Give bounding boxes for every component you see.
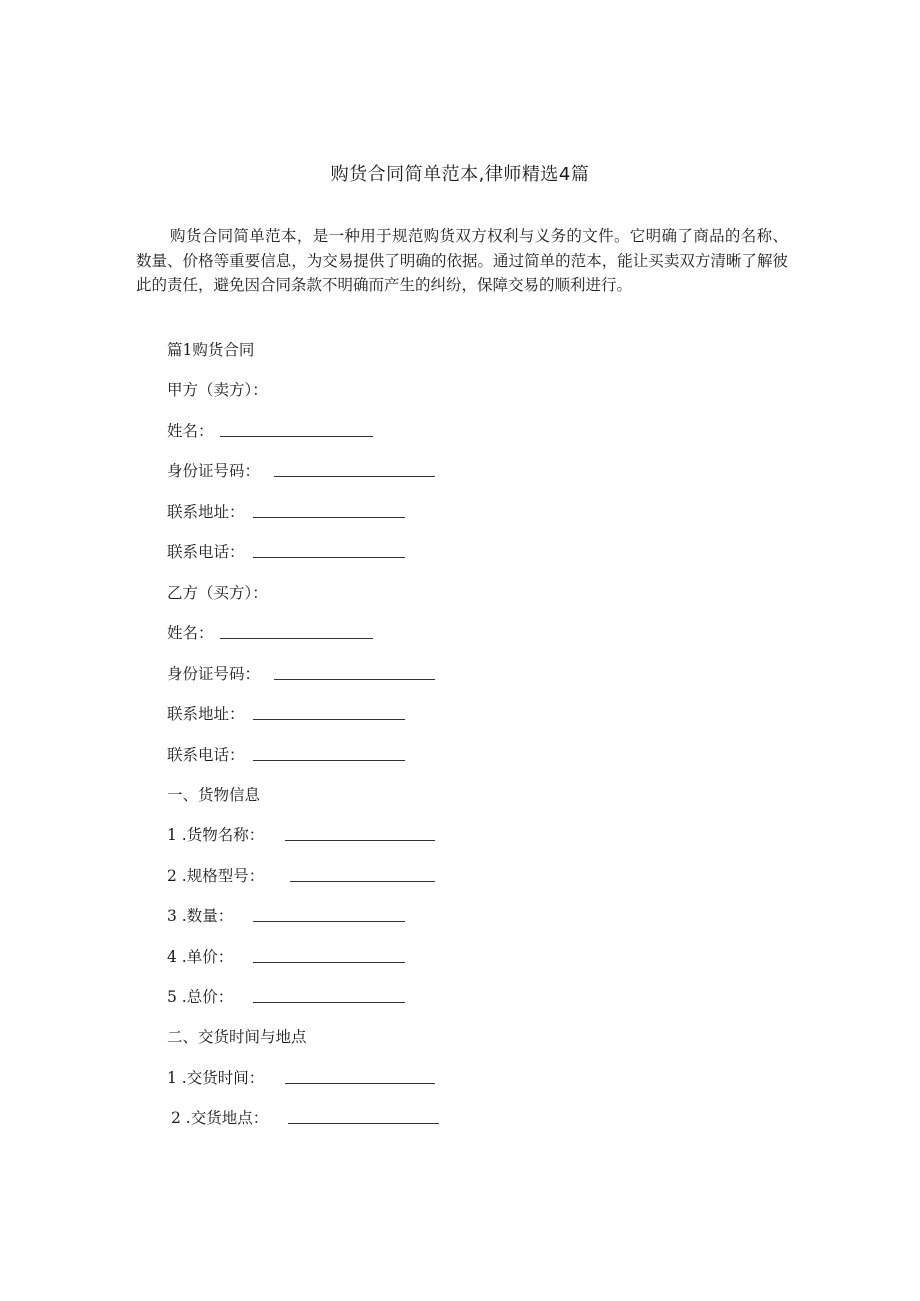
party-a-id-blank[interactable] [274, 476, 435, 477]
party-b-id-blank[interactable] [274, 679, 435, 680]
goods-item-total-blank[interactable] [253, 1002, 405, 1003]
party-a-heading: 甲方（卖方）： [167, 381, 268, 399]
party-b-heading: 乙方（买方）： [167, 584, 268, 602]
document-title: 购货合同简单范本,律师精选4篇 [330, 164, 590, 185]
party-a-name-label: 姓名： [167, 422, 214, 440]
goods-item-name-label: 1 .货物名称： [167, 826, 265, 844]
goods-item-total-label: 5 .总价： [167, 988, 234, 1006]
delivery-time-blank[interactable] [285, 1083, 435, 1084]
party-a-address-blank[interactable] [253, 517, 405, 518]
delivery-place-label: 2 .交货地点： [171, 1109, 269, 1127]
goods-item-name-blank[interactable] [285, 840, 435, 841]
party-a-id-label: 身份证号码： [167, 462, 261, 480]
party-a-phone-label: 联系电话： [167, 543, 245, 561]
delivery-place-blank[interactable] [288, 1123, 439, 1124]
party-b-id-label: 身份证号码： [167, 665, 261, 683]
intro-paragraph: 购货合同简单范本，是一种用于规范购货双方权利与义务的文件。它明确了商品的名称、数量、价格等重要信息，为交易提供了明确的依据。通过简单的范本，能让买卖双方清晰了解彼此的责任，避免因合同条款不明确而产生的纠纷，保障交易的顺利进行。 [136, 227, 788, 294]
goods-item-quantity-label: 3 .数量： [167, 907, 234, 925]
delivery-heading: 二、交货时间与地点 [167, 1028, 307, 1046]
party-b-name-label: 姓名： [167, 624, 214, 642]
goods-item-spec-blank[interactable] [290, 881, 435, 882]
party-b-address-label: 联系地址： [167, 705, 245, 723]
goods-item-unit-price-label: 4 .单价： [167, 948, 234, 966]
party-a-phone-blank[interactable] [253, 557, 405, 558]
party-b-name-blank[interactable] [220, 638, 373, 639]
party-a-address-label: 联系地址： [167, 503, 245, 521]
section-heading: 篇1购货合同 [167, 341, 255, 359]
party-a-name-blank[interactable] [220, 436, 373, 437]
party-b-address-blank[interactable] [253, 719, 405, 720]
party-b-phone-label: 联系电话： [167, 746, 245, 764]
goods-heading: 一、货物信息 [167, 786, 261, 804]
goods-item-spec-label: 2 .规格型号： [167, 867, 265, 885]
goods-item-quantity-blank[interactable] [253, 921, 405, 922]
delivery-time-label: 1 .交货时间： [167, 1069, 265, 1087]
party-b-phone-blank[interactable] [253, 760, 405, 761]
goods-item-unit-price-blank[interactable] [253, 962, 405, 963]
